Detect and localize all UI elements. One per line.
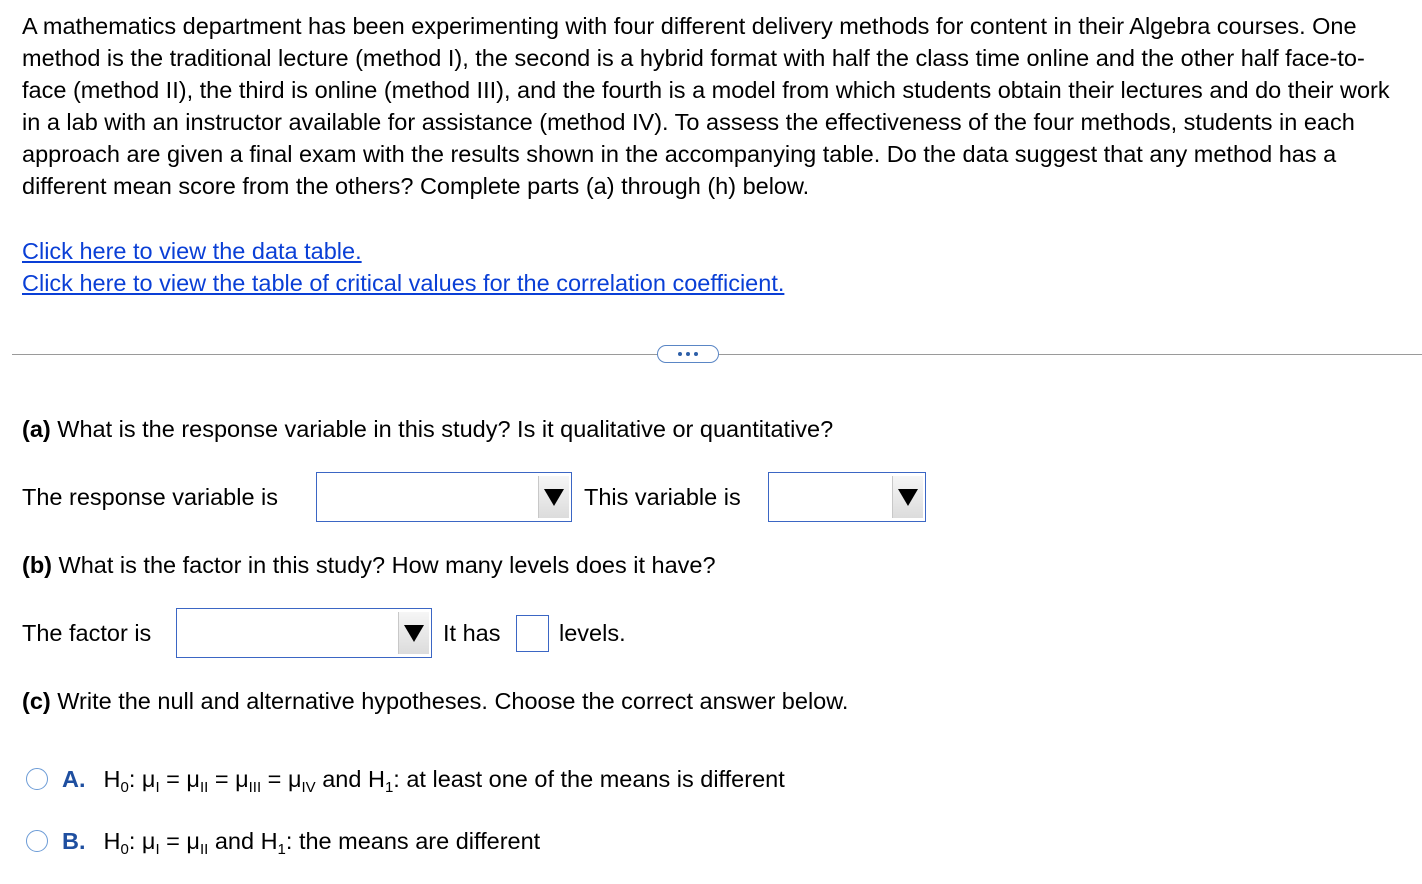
problem-statement: A mathematics department has been experimenting with four different delivery methods for content in their Algebra courses. One method is the traditional lecture (method I), the second is a hybrid format with half the class time online and the other half face-to-face (method II), the third is online (method III), and the fourth is a model from which students obtain their lectures and do their work in a lab with an instructor available for assistance (method IV). To assess the effectiveness of the four methods, students in each approach are given a final exam with the results shown in the accompanying table. Do the data suggest that any method has a different mean score from the others? Complete parts (a) through (h) below. (22, 13, 1390, 199)
factor-dropdown[interactable] (176, 608, 432, 658)
levels-label: levels. (559, 620, 626, 646)
variable-type-label: This variable is (584, 484, 741, 510)
part-b-question-text: What is the factor in this study? How many levels does it have? (52, 552, 716, 578)
option-b-letter: B. (62, 827, 86, 854)
option-b-radio[interactable] (26, 830, 48, 852)
part-a-question-text: What is the response variable in this study? Is it qualitative or quantitative? (50, 416, 834, 442)
it-has-label: It has (443, 620, 501, 646)
dropdown-arrow-icon[interactable] (892, 476, 923, 518)
more-options-button[interactable] (657, 345, 719, 363)
part-a-label: (a) (22, 416, 51, 442)
view-critical-values-link[interactable]: Click here to view the table of critical values for the correlation coefficient. (22, 270, 785, 296)
part-c-question-text: Write the null and alternative hypotheses. Choose the correct answer below. (50, 688, 849, 714)
factor-label: The factor is (22, 620, 152, 646)
view-data-table-link[interactable]: Click here to view the data table. (22, 238, 362, 264)
option-b-text: $H_0$: $\mu_I = \mu_{II}$ and $H_1$: the means are different (103, 827, 541, 858)
response-variable-label: The response variable is (22, 484, 279, 510)
option-a-letter: A. (62, 765, 86, 792)
levels-input[interactable] (516, 615, 549, 652)
option-a-radio[interactable] (26, 768, 48, 790)
dropdown-arrow-icon[interactable] (538, 476, 569, 518)
dot-icon (694, 352, 698, 356)
part-c-label: (c) (22, 688, 51, 714)
option-b[interactable] (26, 824, 540, 858)
variable-type-dropdown[interactable] (768, 472, 926, 522)
response-variable-dropdown[interactable] (316, 472, 572, 522)
option-a-text: $H_0$: $\mu_I = \mu_{II} = \mu_{III} = \mu_{IV}$ and $H_1$: at least one of the means is different (103, 765, 785, 796)
dropdown-arrow-icon[interactable] (398, 612, 429, 654)
dot-icon (686, 352, 690, 356)
part-b-question (22, 550, 716, 580)
part-a-question (22, 414, 833, 444)
part-b-label: (b) (22, 552, 53, 578)
part-c-question (22, 686, 848, 716)
option-a[interactable] (26, 762, 785, 796)
dot-icon (678, 352, 682, 356)
